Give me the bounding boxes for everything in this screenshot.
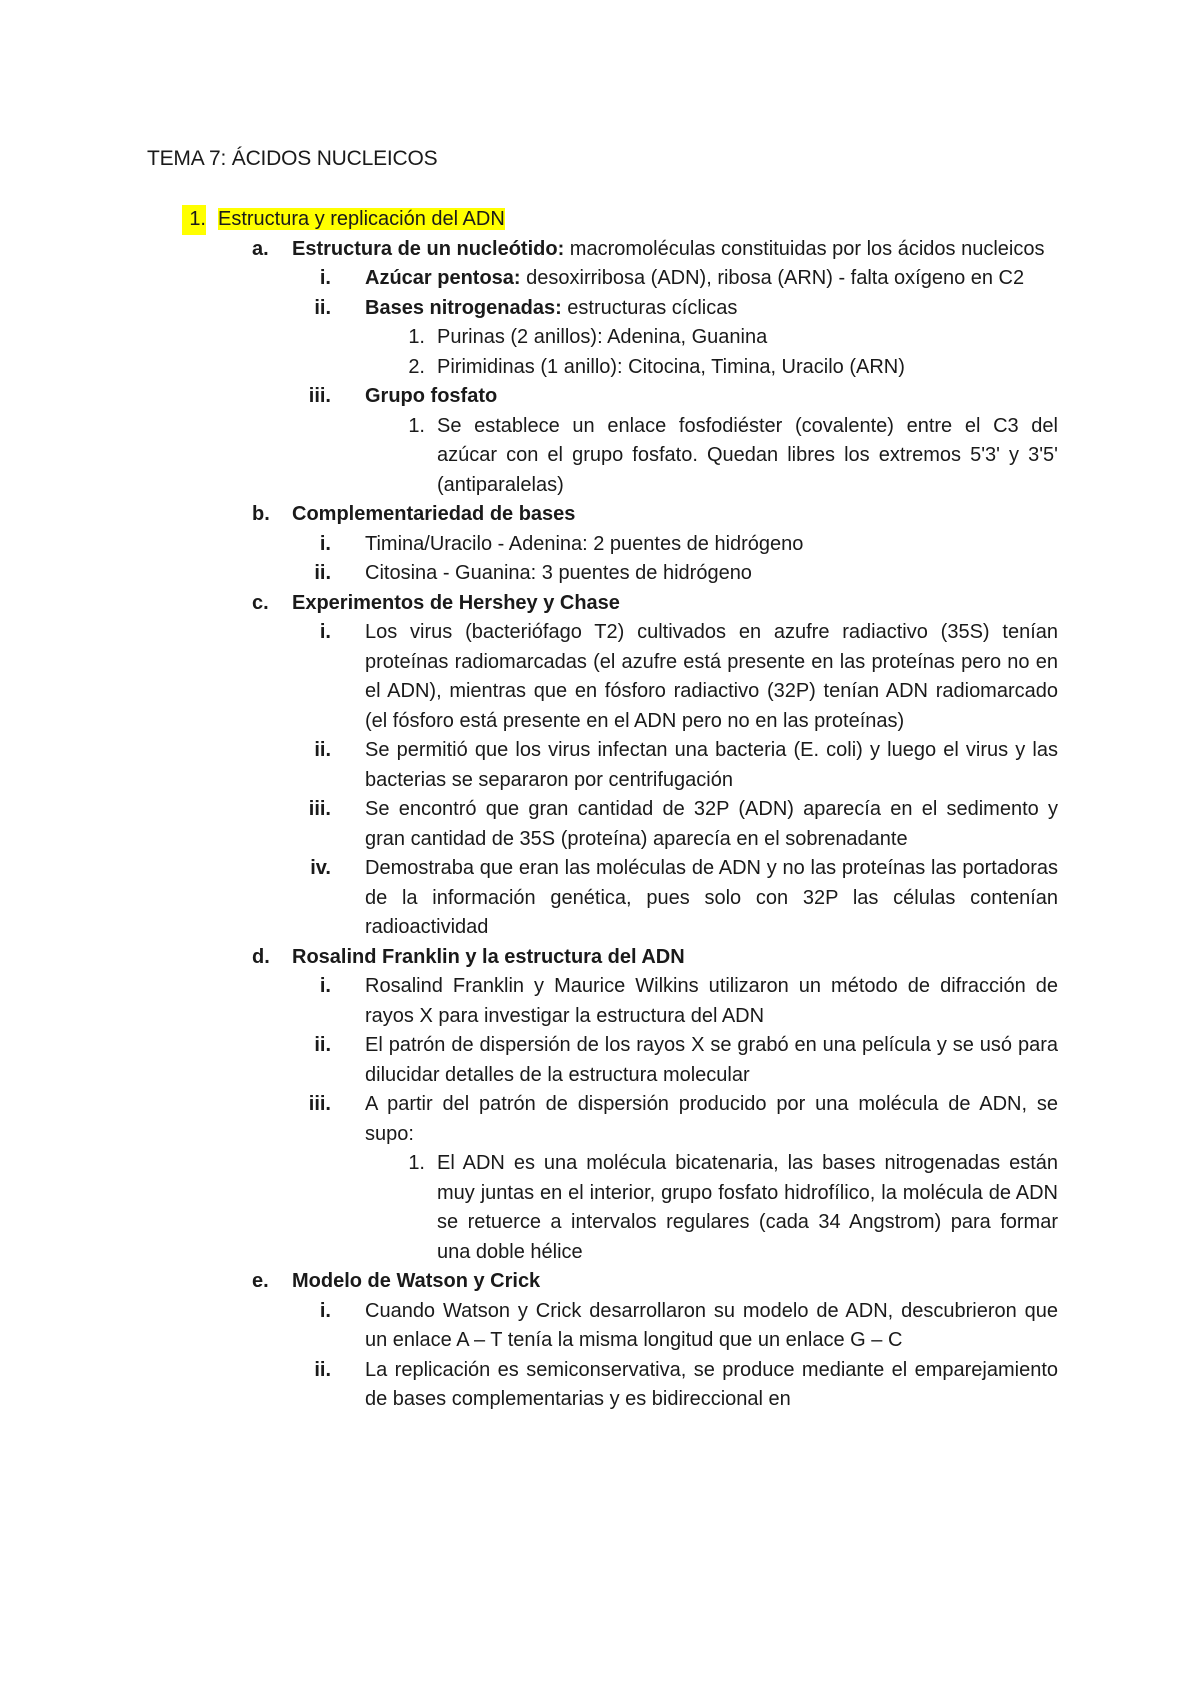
item-text: desoxirribosa (ADN), ribosa (ARN) - falta oxígeno en C2 <box>520 267 1025 289</box>
outline-item-level-2 <box>252 1267 1058 1297</box>
outline-item-level-3 <box>314 1031 1058 1090</box>
outline-item-level-2 <box>252 943 1058 973</box>
item-marker: i. <box>319 532 331 555</box>
outline-item-level-3 <box>319 972 1058 1031</box>
outline-item-level-3 <box>319 1297 1058 1356</box>
item-marker: i. <box>319 975 331 997</box>
item-text: A partir del patrón de dispersión producido por una molécula de ADN, se supo: <box>365 1093 1058 1145</box>
item-heading: Estructura de un nucleótido: <box>292 237 565 260</box>
outline-item-level-3 <box>319 264 1058 294</box>
item-heading: Experimentos de Hershey y Chase <box>292 591 620 614</box>
section-heading <box>189 205 1058 235</box>
item-text: Citosina - Guanina: 3 puentes de hidrógeno <box>365 562 752 584</box>
item-marker: ii. <box>314 296 331 319</box>
item-marker: ii. <box>314 739 331 761</box>
outline-item-level-3 <box>308 382 1058 412</box>
item-heading: Grupo fosfato <box>365 385 498 407</box>
item-marker: e. <box>252 1270 269 1292</box>
outline-item-level-2 <box>252 235 1058 265</box>
item-marker: d. <box>252 945 270 968</box>
outline-item-level-3 <box>319 618 1058 736</box>
item-heading: Azúcar pentosa: <box>365 267 521 289</box>
item-text: Timina/Uracilo - Adenina: 2 puentes de hidrógeno <box>365 532 804 555</box>
outline-item-level-2 <box>252 589 1058 619</box>
item-marker: iii. <box>308 385 331 407</box>
item-text: Demostraba que eran las moléculas de ADN y no las proteínas las portadoras de la información genética, pues solo con 32P las células contenían radioactividad <box>365 857 1058 938</box>
outline-item-level-4 <box>408 353 1058 383</box>
item-text: La replicación es semiconservativa, se produce mediante el emparejamiento de bases complementarias y es bidireccional en <box>365 1358 1058 1410</box>
outline-item-level-3 <box>308 1090 1058 1149</box>
item-text: El patrón de dispersión de los rayos X se grabó en una película y se usó para dilucidar detalles de la estructura molecular <box>365 1034 1058 1086</box>
outline-item-level-3 <box>319 530 1058 560</box>
item-marker: i. <box>319 267 331 289</box>
item-marker: c. <box>252 591 269 614</box>
item-heading: Modelo de Watson y Crick <box>292 1270 541 1292</box>
item-marker: 1. <box>408 1152 425 1174</box>
item-heading: Bases nitrogenadas: <box>365 296 562 319</box>
item-text: Cuando Watson y Crick desarrollaron su modelo de ADN, descubrieron que un enlace A – T tenía la misma longitud que un enlace G – C <box>365 1299 1058 1351</box>
document-title: TEMA 7: ÁCIDOS NUCLEICOS <box>147 147 438 170</box>
item-marker: 1. <box>408 326 425 348</box>
item-text: Pirimidinas (1 anillo): Citocina, Timina, Uracilo (ARN) <box>437 355 905 378</box>
item-text: Los virus (bacteriófago T2) cultivados en azufre radiactivo (35S) tenían proteínas radiomarcadas (el azufre está presente en las proteínas pero no en el ADN), mientras que en fósforo radiactivo (32P) tenían ADN radiomarcado (el fósforo está presente en el ADN pero no en las proteínas) <box>365 621 1058 732</box>
item-marker: ii. <box>314 1034 331 1056</box>
item-heading: Complementariedad de bases <box>292 503 576 525</box>
outline-item-level-2 <box>252 500 1058 530</box>
item-text: Se establece un enlace fosfodiéster (covalente) entre el C3 del azúcar con el grupo fosfato. Quedan libres los extremos 5'3' y 3'5' (antiparalelas) <box>437 414 1058 496</box>
outline-item-level-3 <box>308 795 1058 854</box>
outline-item-level-3 <box>314 1356 1058 1415</box>
outline-item-level-3 <box>310 854 1058 943</box>
item-marker: a. <box>252 237 269 260</box>
outline-item-level-3 <box>314 736 1058 795</box>
item-text: estructuras cíclicas <box>561 296 738 319</box>
item-text: El ADN es una molécula bicatenaria, las bases nitrogenadas están muy juntas en el interior, grupo fosfato hidrofílico, la molécula de ADN se retuerce a intervalos regulares (cada 34 Angstrom) para formar una doble hélice <box>437 1152 1058 1263</box>
item-marker: 1. <box>408 414 425 437</box>
outline-items <box>0 235 1200 1415</box>
outline-item-level-4 <box>408 323 1058 353</box>
section-label: Estructura y replicación del ADN <box>218 208 505 230</box>
item-marker: iv. <box>310 857 331 879</box>
outline-item-level-4 <box>408 412 1058 501</box>
item-text: Se encontró que gran cantidad de 32P (ADN) aparecía en el sedimento y gran cantidad de 35S (proteína) aparecía en el sobrenadante <box>365 798 1058 850</box>
item-marker: ii. <box>314 1358 331 1381</box>
item-marker: b. <box>252 503 270 525</box>
item-text: Purinas (2 anillos): Adenina, Guanina <box>437 326 768 348</box>
item-marker: iii. <box>308 1093 331 1115</box>
item-marker: ii. <box>314 562 331 584</box>
item-marker: 2. <box>408 355 425 378</box>
section-number: 1. <box>182 205 206 235</box>
item-marker: iii. <box>308 798 331 820</box>
outline <box>0 205 1200 1415</box>
item-marker: i. <box>319 1299 331 1322</box>
item-heading: Rosalind Franklin y la estructura del ADN <box>292 945 685 968</box>
outline-item-level-3 <box>314 294 1058 324</box>
item-text: macromoléculas constituidas por los ácidos nucleicos <box>564 237 1045 260</box>
item-text: Se permitió que los virus infectan una bacteria (E. coli) y luego el virus y las bacterias se separaron por centrifugación <box>365 739 1058 791</box>
outline-item-level-4 <box>408 1149 1058 1267</box>
item-text: Rosalind Franklin y Maurice Wilkins utilizaron un método de difracción de rayos X para investigar la estructura del ADN <box>365 975 1058 1027</box>
item-marker: i. <box>319 621 331 643</box>
outline-item-level-3 <box>314 559 1058 589</box>
